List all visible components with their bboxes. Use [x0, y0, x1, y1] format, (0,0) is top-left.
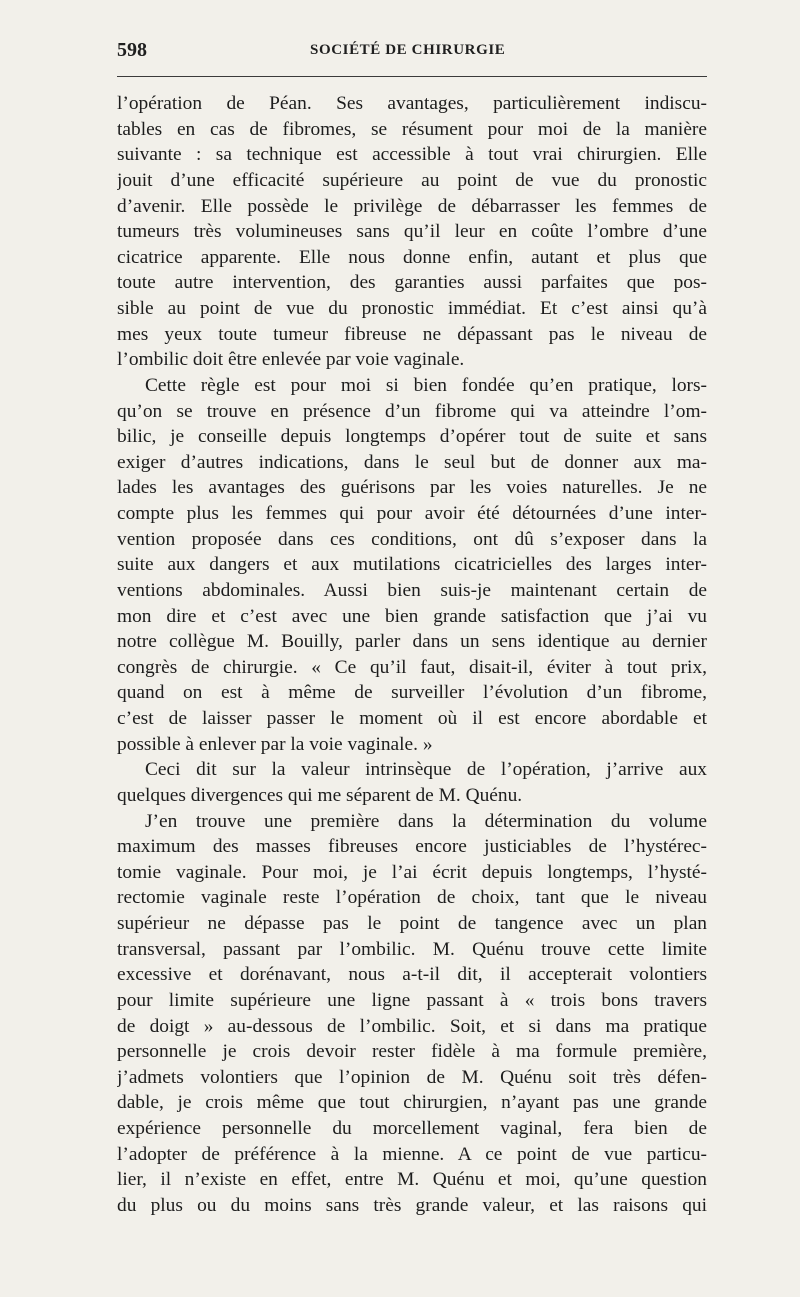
- text-line: cicatrice apparente. Elle nous donne enfin, autant et plus que: [117, 246, 707, 268]
- text-line: bilic, je conseille depuis longtemps d’opérer tout de suite et sans: [117, 426, 707, 448]
- text-line: d’avenir. Elle possède le privilège de débarrasser les femmes de: [117, 195, 707, 217]
- text-line: l’opération de Péan. Ses avantages, particulièrement indiscu-: [117, 93, 707, 114]
- text-line: Ceci dit sur la valeur intrinsèque de l’opération, j’arrive aux: [145, 759, 707, 781]
- running-title: SOCIÉTÉ DE CHIRURGIE: [310, 42, 506, 58]
- text-line: sible au point de vue du pronostic immédiat. Et c’est ainsi qu’à: [117, 298, 707, 319]
- text-line: du plus ou du moins sans très grande valeur, et las raisons qui: [117, 1194, 707, 1216]
- text-line: compte plus les femmes qui pour avoir été détournées d’une inter-: [117, 503, 707, 524]
- text-line: tables en cas de fibromes, se résument pour moi de la manière: [117, 118, 707, 140]
- text-line: J’en trouve une première dans la détermination du volume: [145, 810, 707, 832]
- text-line: expérience personnelle du morcellement vaginal, fera bien de: [117, 1118, 707, 1139]
- text-line: suite aux dangers et aux mutilations cicatricielles des larges inter-: [117, 554, 707, 576]
- page-header: [117, 38, 707, 66]
- text-line: quelques divergences qui me séparent de M. Quénu.: [117, 784, 523, 806]
- text-line: toute autre intervention, des garanties aussi parfaites que pos-: [117, 272, 707, 294]
- text-line: notre collègue M. Bouilly, parler dans un sens identique au dernier: [117, 631, 707, 653]
- text-line: suivante : sa technique est accessible à tout vrai chirurgien. Elle: [117, 144, 707, 166]
- text-line: exiger d’autres indications, dans le seul but de donner aux ma-: [117, 451, 707, 473]
- text-line: qu’on se trouve en présence d’un fibrome qui va atteindre l’om-: [117, 400, 707, 422]
- text-line: c’est de laisser passer le moment où il est encore abordable et: [117, 708, 707, 729]
- text-line: vention proposée dans ces conditions, ont dû s’exposer dans la: [117, 528, 707, 550]
- text-line: lier, il n’existe en effet, entre M. Quénu et moi, qu’une question: [117, 1169, 707, 1191]
- page-number: 598: [117, 39, 147, 61]
- text-line: Cette règle est pour moi si bien fondée qu’en pratique, lors-: [145, 374, 707, 396]
- text-line: excessive et dorénavant, nous a-t-il dit, il accepterait volontiers: [117, 964, 707, 986]
- text-line: mon dire et c’est avec une bien grande satisfaction que j’ai vu: [117, 605, 707, 627]
- text-line: dable, je crois même que tout chirurgien, n’ayant pas une grande: [117, 1092, 707, 1114]
- text-line: transversal, passant par l’ombilic. M. Quénu trouve cette limite: [117, 938, 707, 960]
- header-rule: [117, 76, 707, 77]
- text-line: de doigt » au-dessous de l’ombilic. Soit, et si dans ma pratique: [117, 1015, 707, 1037]
- text-line: personnelle je crois devoir rester fidèle à ma formule première,: [117, 1041, 707, 1063]
- text-line: maximum des masses fibreuses encore justiciables de l’hystérec-: [117, 836, 707, 858]
- text-line: quand on est à même de surveiller l’évolution d’un fibrome,: [117, 682, 707, 704]
- text-line: rectomie vaginale reste l’opération de choix, tant que le niveau: [117, 887, 707, 909]
- text-line: tomie vaginale. Pour moi, je l’ai écrit depuis longtemps, l’hysté-: [117, 861, 707, 883]
- text-line: l’adopter de préférence à la mienne. A ce point de vue particu-: [117, 1143, 707, 1165]
- text-line: possible à enlever par la voie vaginale. »: [117, 733, 433, 755]
- text-line: congrès de chirurgie. « Ce qu’il faut, disait-il, éviter à tout prix,: [117, 656, 707, 678]
- text-line: lades les avantages des guérisons par les voies naturelles. Je ne: [117, 477, 707, 499]
- text-line: l’ombilic doit être enlevée par voie vaginale.: [117, 349, 465, 371]
- text-line: mes yeux toute tumeur fibreuse ne dépassant pas le niveau de: [117, 323, 707, 345]
- text-line: supérieur ne dépasse pas le point de tangence avec un plan: [117, 913, 707, 934]
- text-line: ventions abdominales. Aussi bien suis-je maintenant certain de: [117, 579, 707, 601]
- text-line: jouit d’une efficacité supérieure au point de vue du pronostic: [117, 169, 707, 191]
- text-line: pour limite supérieure une ligne passant à « trois bons travers: [117, 989, 707, 1011]
- body-text: [117, 91, 707, 1219]
- text-line: tumeurs très volumineuses sans qu’il leur en coûte l’ombre d’une: [117, 221, 707, 243]
- text-line: j’admets volontiers que l’opinion de M. Quénu soit très défen-: [117, 1066, 707, 1088]
